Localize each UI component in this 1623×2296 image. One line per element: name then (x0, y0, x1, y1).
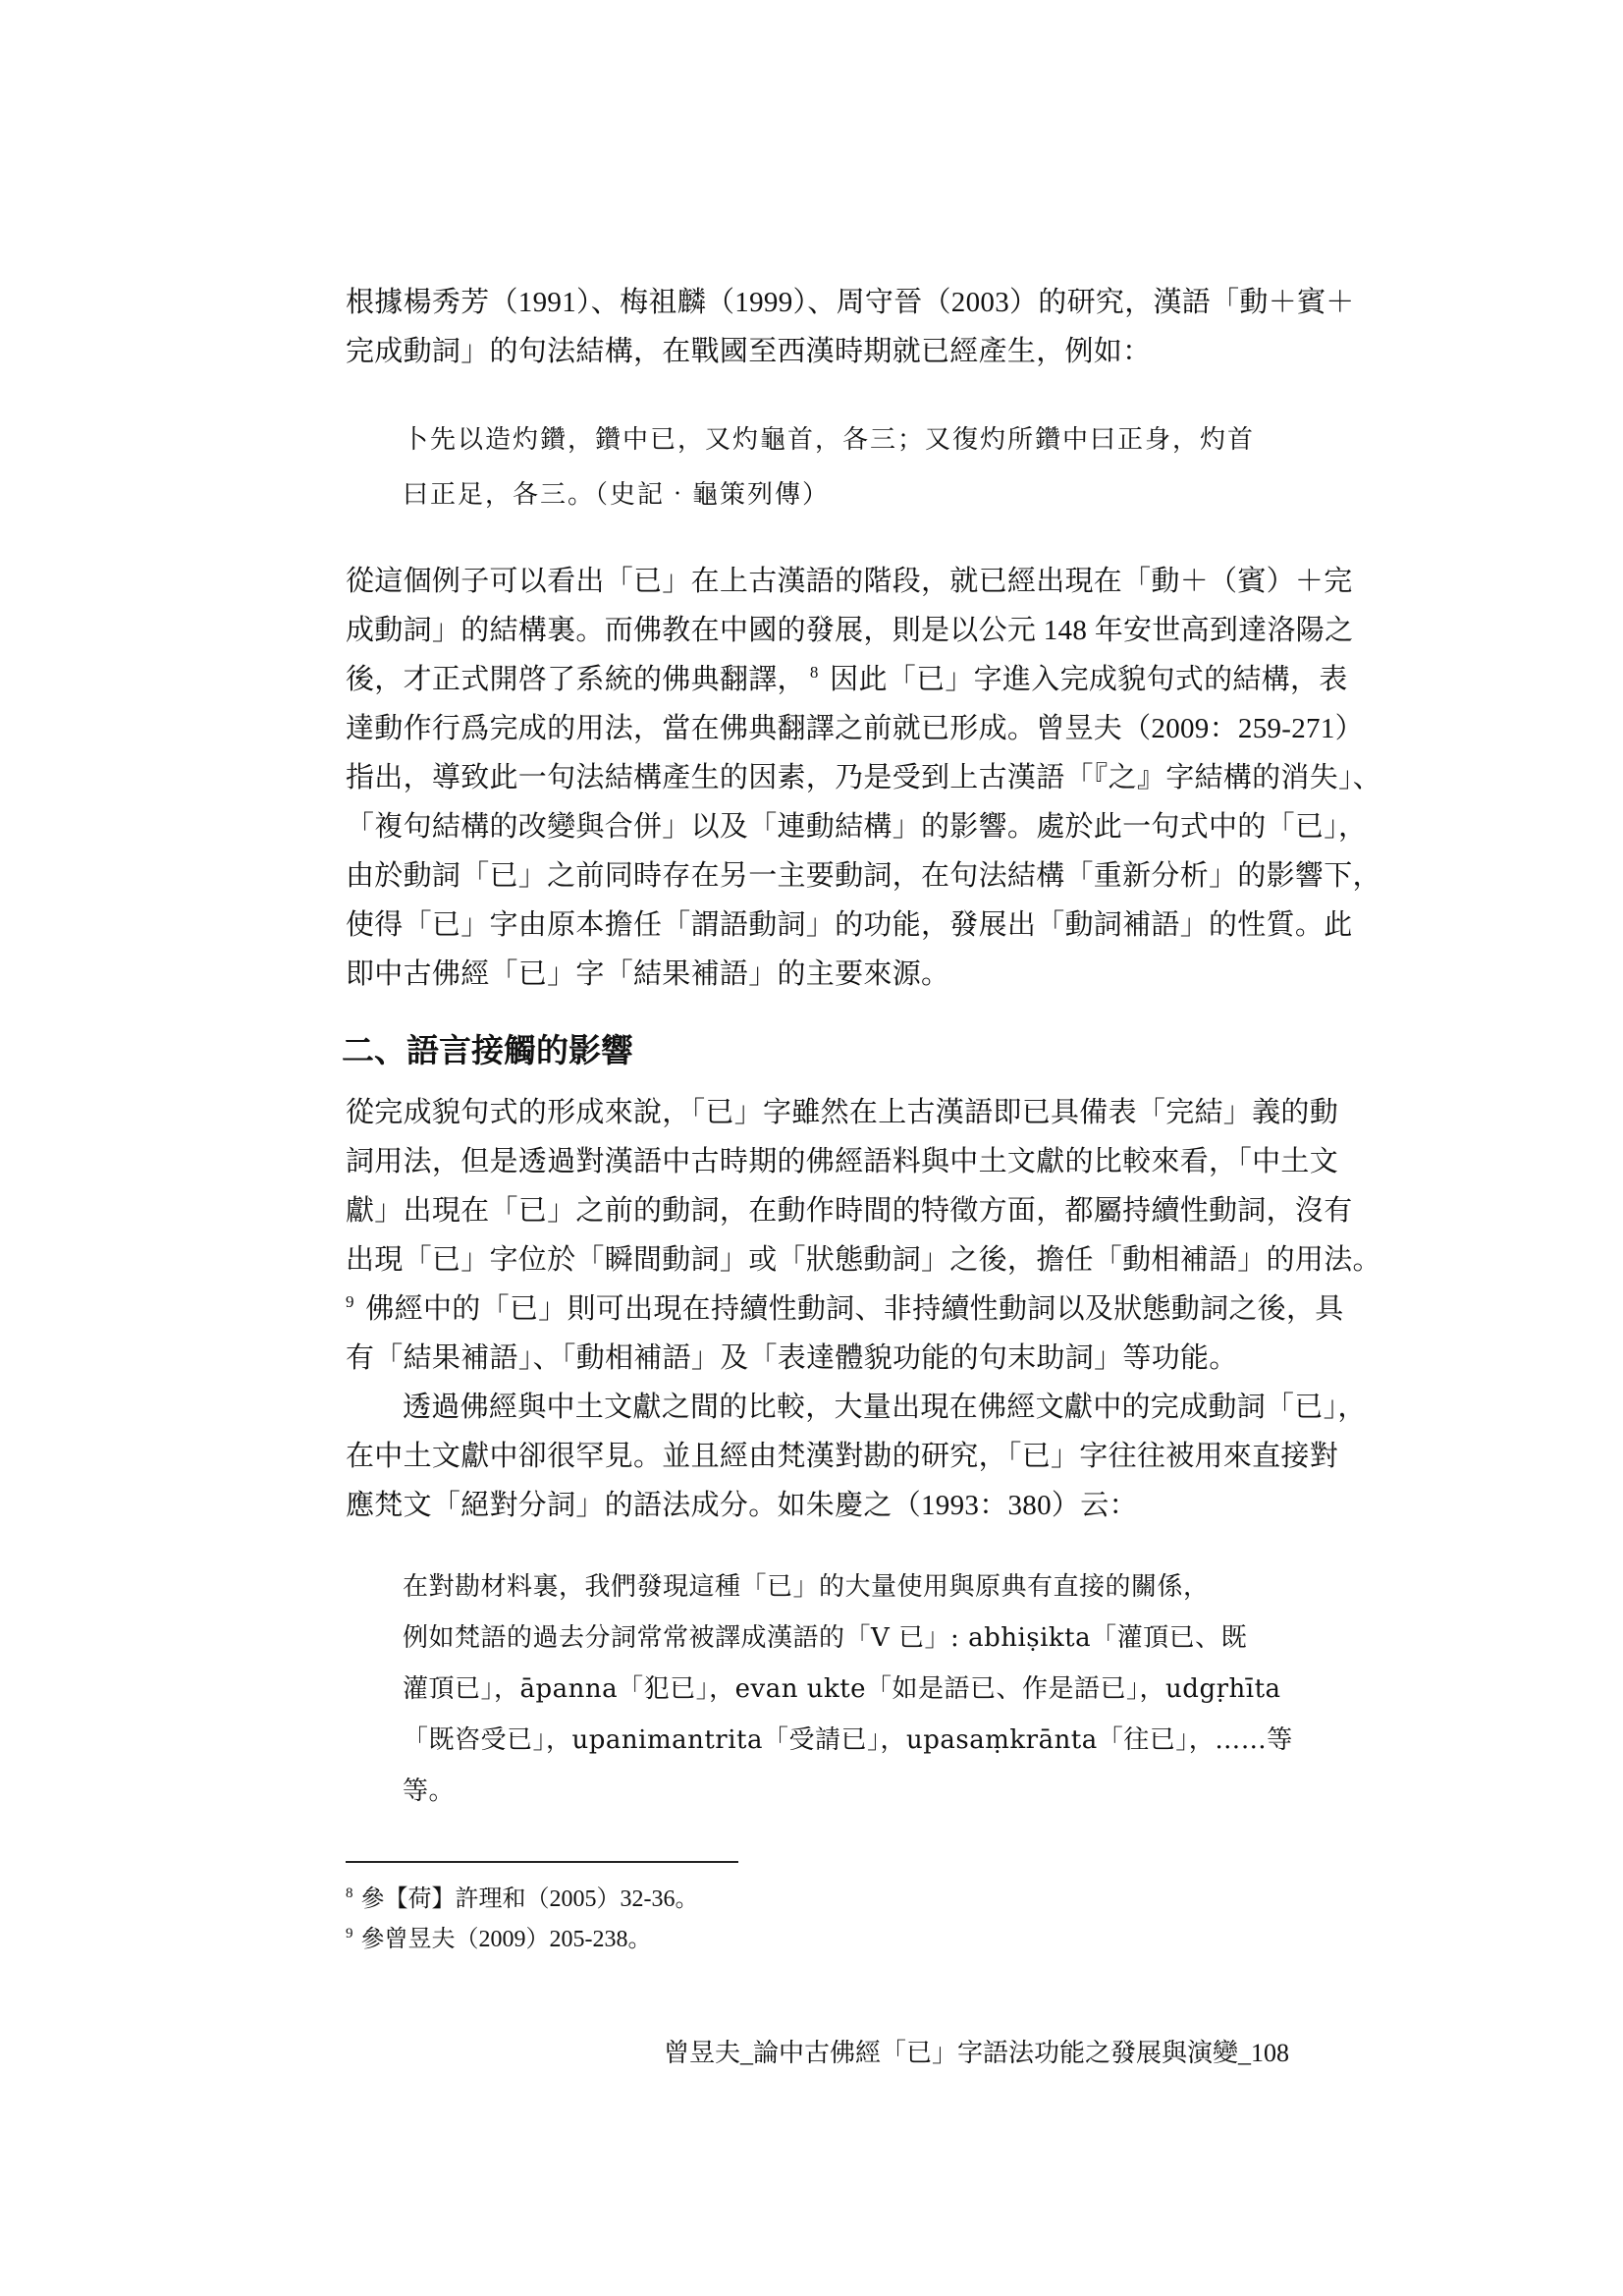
paragraph-intro (346, 278, 1355, 376)
quote-line: 例如梵語的過去分詞常常被譯成漢語的「V 已」: abhiṣikta「灌頂已、既 (403, 1623, 1248, 1653)
footnote-marker: 9 (346, 1926, 353, 1941)
section-heading: 二、語言接觸的影響 (342, 1031, 633, 1069)
text-line: 出現「已」字位於「瞬間動詞」或「狀態動詞」之後，擔任「動相補語」的用法。 (346, 1244, 1381, 1276)
text-line (346, 1285, 1344, 1334)
paragraph-contact (346, 1088, 1381, 1383)
text-line: 完成動詞」的句法結構，在戰國至西漢時期就已經產生，例如： (346, 336, 1152, 367)
block-quote-shiji (403, 412, 1256, 522)
quote-line: 灌頂已」，āpanna「犯已」，evan ukte「如是語已、作是語已」，udgṛhīta (403, 1674, 1281, 1704)
footnote-marker: 8 (346, 1886, 353, 1901)
text-segment: 後，才正式開啓了系統的佛典翻譯， (346, 664, 806, 695)
footnote-divider (346, 1861, 738, 1863)
text-line: 即中古佛經「已」字「結果補語」的主要來源。 (346, 958, 950, 990)
block-quote-zhu (403, 1561, 1293, 1817)
quote-line: 卜先以造灼鑽，鑽中已，又灼龜首，各三；又復灼所鑽中曰正身，灼首 (403, 425, 1256, 455)
text-line (346, 655, 1348, 704)
quote-line: 「既咨受已」，upanimantrita「受請已」，upasaṃkrānta「往已」，……等 (403, 1725, 1293, 1755)
footnote-8 (346, 1884, 699, 1915)
text-line: 成動詞」的結構裏。而佛教在中國的發展，則是以公元 148 年安世高到達洛陽之 (346, 615, 1354, 646)
paragraph-comparison (346, 1383, 1367, 1530)
text-line: 使得「已」字由原本擔任「謂語動詞」的功能，發展出「動詞補語」的性質。此 (346, 909, 1353, 941)
text-line: 詞用法，但是透過對漢語中古時期的佛經語料與中土文獻的比較來看，「中土文 (346, 1146, 1339, 1177)
text-line: 獻」出現在「已」之前的動詞，在動作時間的特徵方面，都屬持續性動詞，沒有 (346, 1195, 1353, 1227)
footnote-ref-8[interactable]: 8 (809, 663, 819, 682)
quote-line: 在對勘材料裏，我們發現這種「已」的大量使用與原典有直接的關係， (403, 1572, 1210, 1602)
quote-line: 曰正足，各三。（史記‧龜策列傳） (403, 480, 831, 510)
text-line: 指出，導致此一句法結構產生的因素，乃是受到上古漢語「『之』字結構的消失」、 (346, 762, 1382, 793)
text-line: 「複句結構的改變與合併」以及「連動結構」的影響。處於此一句式中的「已」， (346, 811, 1368, 843)
running-footer: 曾昱夫_論中古佛經「已」字語法功能之發展與演變_108 (663, 2039, 1289, 2067)
text-line: 從這個例子可以看出「已」在上古漢語的階段，就已經出現在「動＋（賓）＋完 (346, 566, 1353, 597)
text-segment: 佛經中的「已」則可出現在持續性動詞、非持續性動詞以及狀態動詞之後，具 (357, 1293, 1344, 1325)
text-line: 達動作行爲完成的用法，當在佛典翻譯之前就已形成。曾昱夫（2009：259-271） (346, 713, 1364, 744)
quote-line: 等。 (403, 1777, 456, 1806)
text-line: 根據楊秀芳（1991）、梅祖麟（1999）、周守晉（2003）的研究，漢語「動＋賓＋ (346, 287, 1355, 318)
text-line: 有「結果補語」、「動相補語」及「表達體貌功能的句末助詞」等功能。 (346, 1342, 1238, 1374)
text-segment: 因此「已」字進入完成貌句式的結構，表 (822, 664, 1348, 695)
text-line: 應梵文「絕對分詞」的語法成分。如朱慶之（1993：380）云： (346, 1490, 1138, 1521)
text-line: 透過佛經與中土文獻之間的比較，大量出現在佛經文獻中的完成動詞「已」， (403, 1392, 1367, 1423)
text-line: 由於動詞「已」之前同時存在另一主要動詞，在句法結構「重新分析」的影響下， (346, 860, 1381, 892)
text-line: 從完成貌句式的形成來說，「已」字雖然在上古漢語即已具備表「完結」義的動 (346, 1097, 1339, 1128)
footnote-text: 參【荷】許理和（2005）32-36。 (360, 1886, 699, 1912)
footnote-9 (346, 1924, 652, 1955)
text-line: 在中土文獻中卻很罕見。並且經由梵漢對勘的研究，「已」字往往被用來直接對 (346, 1441, 1339, 1472)
footnote-text: 參曾昱夫（2009）205-238。 (360, 1927, 652, 1952)
paragraph-origin (346, 557, 1382, 999)
footnote-ref-9[interactable]: 9 (346, 1292, 354, 1311)
